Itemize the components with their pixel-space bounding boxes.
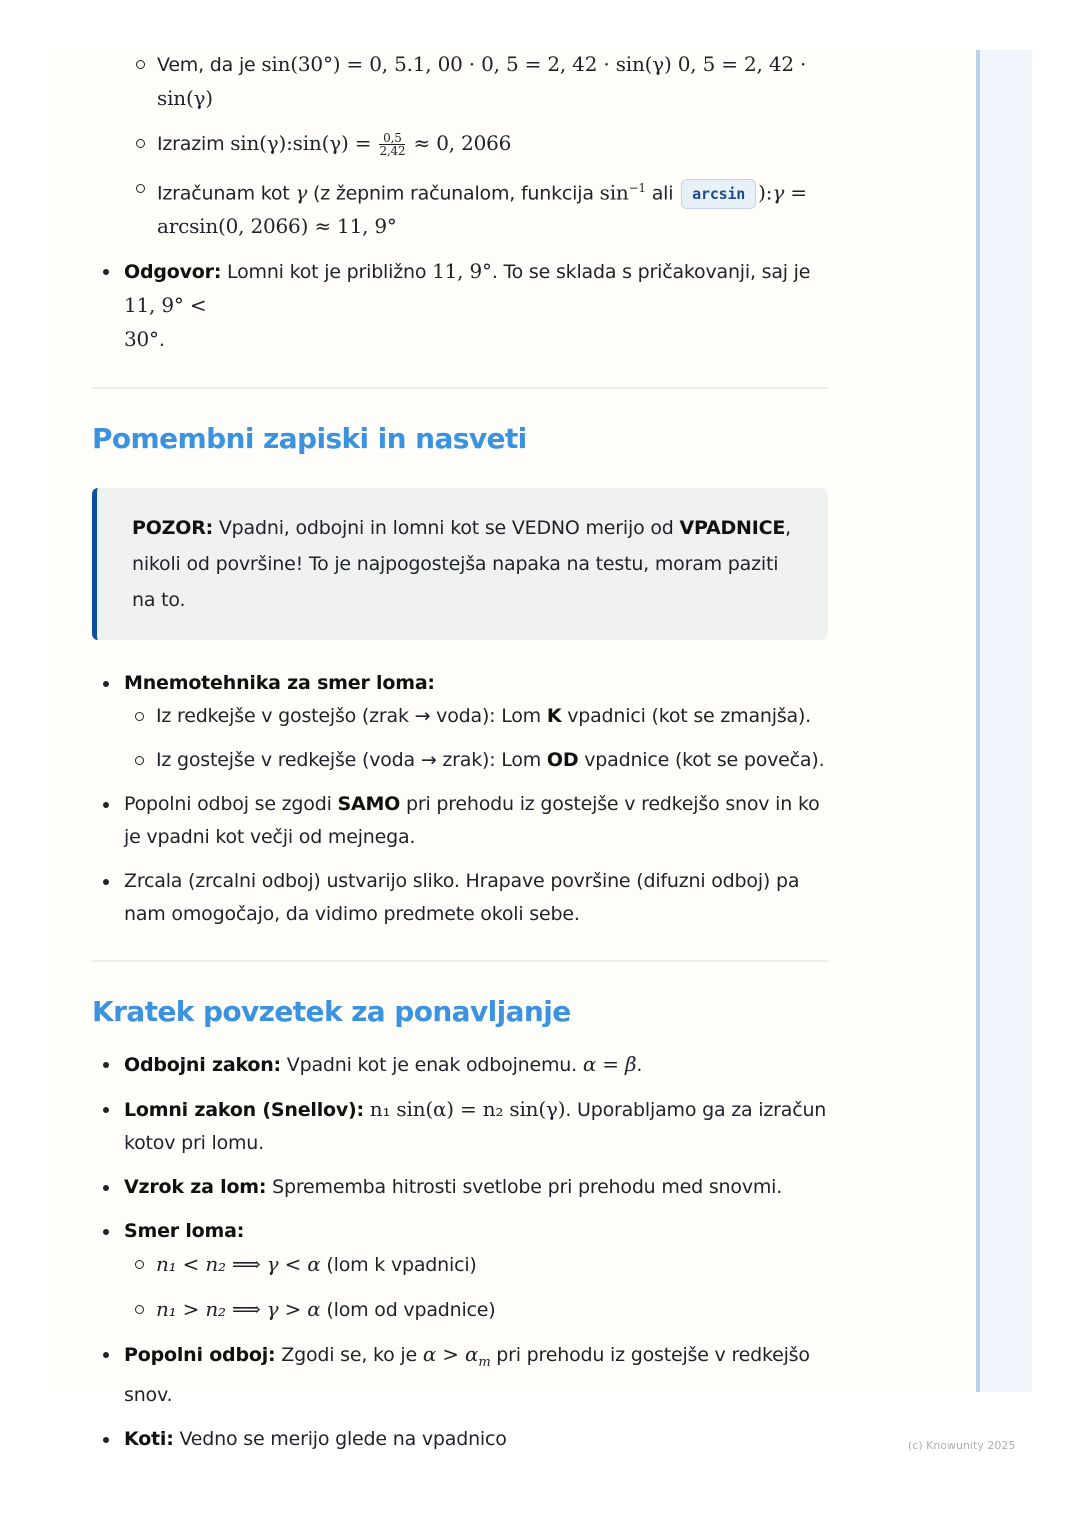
section-divider — [92, 387, 828, 389]
summary-item — [92, 1171, 828, 1204]
mnemonic-item — [92, 667, 828, 777]
summary-list — [92, 1048, 828, 1456]
step-text: Izrazim — [157, 133, 231, 155]
answer-math: 30° — [124, 327, 159, 352]
note-item — [92, 788, 828, 854]
summary-item — [92, 1093, 828, 1160]
summary-item — [92, 1215, 828, 1327]
direction-subitem — [124, 1248, 828, 1282]
direction-sublist — [124, 1248, 828, 1327]
summary-label: Lomni zakon (Snellov): — [124, 1099, 364, 1122]
summary-text: Vpadni kot je enak odbojnemu. — [280, 1054, 583, 1077]
summary-math-subscript: m — [478, 1355, 491, 1371]
step-math: γ = — [772, 180, 807, 205]
document-content — [92, 48, 828, 1467]
summary-text: Vedno se merijo glede na vpadnico — [173, 1428, 507, 1451]
subitem-bold: OD — [546, 749, 579, 772]
subitem-text: Iz redkejše v gostejšo (zrak → voda): Lom — [156, 705, 547, 728]
step-text: Vem, da je — [157, 54, 262, 76]
notes-list — [92, 667, 828, 931]
code-chip-arcsin: arcsin — [681, 179, 756, 209]
summary-label: Odbojni zakon: — [124, 1054, 281, 1077]
summary-text: Zgodi se, ko je — [275, 1344, 423, 1367]
section-divider — [92, 960, 828, 962]
subitem-math: n₁ > n₂ ⟹ γ > α — [156, 1297, 321, 1322]
subitem-math: n₁ < n₂ ⟹ γ < α — [156, 1252, 321, 1277]
callout-bold: VPADNICE — [679, 517, 786, 540]
summary-math: α = β — [582, 1052, 637, 1077]
summary-text: . — [636, 1054, 643, 1077]
note-text: Zrcala (zrcalni odboj) ustvarijo sliko. Hrapave površine (difuzni odboj) pa nam omogočajo, da vidimo predmete okoli sebe. — [124, 870, 800, 926]
answer-text: . To se sklada s pričakovanji, saj je — [491, 261, 811, 284]
subitem-text: vpadnice (kot se poveča). — [578, 749, 825, 772]
subitem-text: (lom od vpadnice) — [320, 1299, 496, 1322]
step-text: ): — [758, 180, 773, 205]
subitem-text: vpadnici (kot se zmanjša). — [561, 705, 812, 728]
note-bold: SAMO — [337, 793, 401, 816]
callout-text: , nikoli od površine! To je najpogostejša napaka na testu, moram paziti na to. — [132, 517, 791, 612]
summary-math: α > α — [422, 1342, 479, 1367]
calc-step — [125, 172, 828, 244]
mnemonic-subitem — [124, 700, 828, 733]
copyright-footer: (c) Knowunity 2025 — [908, 1439, 1016, 1452]
fraction — [379, 132, 405, 157]
callout-label: POZOR: — [132, 517, 214, 540]
summary-label: Smer loma: — [124, 1220, 245, 1243]
mnemonic-label: Mnemotehnika za smer loma: — [124, 672, 435, 695]
summary-text: . Uporabljamo ga za izračun kotov pri lomu. — [124, 1099, 827, 1155]
summary-label: Koti: — [124, 1428, 174, 1451]
summary-label: Popolni odboj: — [124, 1344, 276, 1367]
section-heading-notes: Pomembni zapiski in nasveti — [92, 422, 527, 456]
answer-text: Lomni kot je približno — [221, 261, 433, 284]
answer-math: 11, 9° — [432, 259, 492, 284]
callout-text: Vpadni, odbojni in lomni kot se VEDNO merijo od — [213, 517, 680, 540]
note-text: Popolni odboj se zgodi — [124, 793, 338, 816]
side-panel — [976, 50, 1032, 1392]
note-text: pri prehodu iz gostejše v redkejšo snov in ko je vpadni kot večji od mejnega. — [124, 793, 820, 849]
mnemonic-sublist — [124, 700, 828, 777]
summary-item — [92, 1338, 828, 1412]
answer-math: 11, 9° < — [124, 293, 207, 318]
subitem-bold: K — [546, 705, 562, 728]
answer-item — [92, 255, 828, 357]
answer-text: . — [158, 329, 165, 352]
step-math: sin — [599, 180, 629, 205]
summary-math: n₁ sin(α) = n₂ sin(γ) — [369, 1097, 566, 1122]
calc-steps-list — [92, 48, 828, 244]
step-text: (z žepnim računalom, funkcija — [307, 182, 600, 205]
summary-item — [92, 1423, 828, 1456]
step-math: ≈ 0, 2066 — [407, 131, 512, 155]
summary-item — [92, 1048, 828, 1082]
note-item — [92, 865, 828, 931]
step-math: sin(30°) = 0, 5.1, 00 · 0, 5 = 2, 42 · sin(γ) 0, 5 = 2, 42 · sin(γ) — [157, 52, 807, 110]
step-text: ali — [645, 182, 680, 205]
answer-list — [92, 255, 828, 357]
step-math: arcsin(0, 2066) ≈ 11, 9° — [157, 214, 397, 239]
superscript: −1 — [628, 181, 646, 195]
summary-text: Sprememba hitrosti svetlobe pri prehodu med snovmi. — [266, 1176, 783, 1199]
warning-callout — [92, 488, 828, 640]
calc-step — [125, 127, 828, 161]
direction-subitem — [124, 1293, 828, 1327]
section-heading-summary: Kratek povzetek za ponavljanje — [92, 995, 571, 1029]
mnemonic-subitem — [124, 744, 828, 777]
answer-label: Odgovor: — [124, 261, 222, 284]
subitem-text: (lom k vpadnici) — [320, 1254, 477, 1277]
calc-step — [125, 48, 828, 116]
summary-text: pri prehodu iz gostejše v redkejšo snov. — [124, 1344, 810, 1407]
subitem-text: Iz gostejše v redkejše (voda → zrak): Lom — [156, 749, 547, 772]
step-text: Izračunam kot — [157, 182, 296, 205]
step-math: sin(γ):sin(γ) = — [230, 131, 378, 155]
fraction-denominator: 2,42 — [379, 144, 406, 158]
fraction-numerator: 0,5 — [379, 132, 405, 145]
gamma-symbol: γ — [295, 180, 308, 205]
summary-label: Vzrok za lom: — [124, 1176, 267, 1199]
